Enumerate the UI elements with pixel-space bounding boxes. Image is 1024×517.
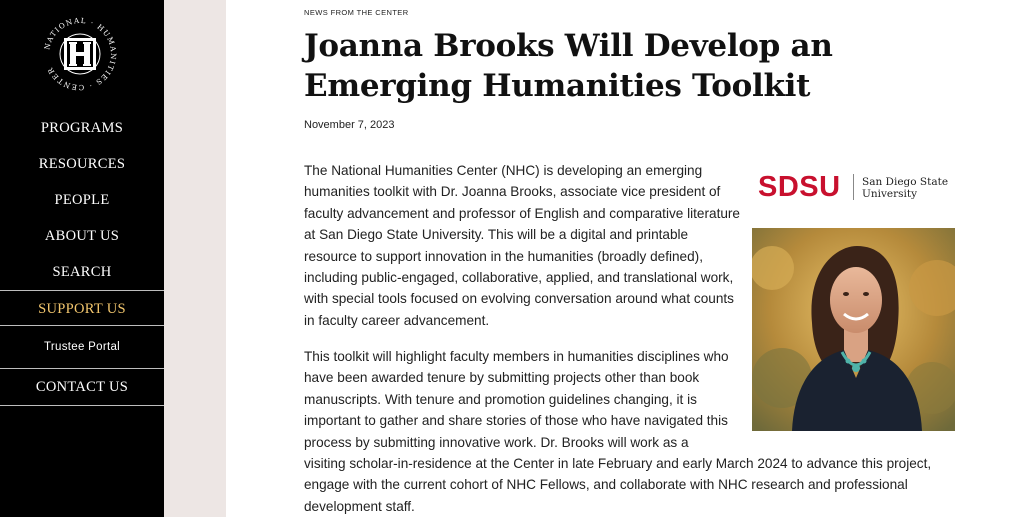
nav-support-us[interactable]: SUPPORT US: [0, 290, 164, 326]
nhc-logo-icon: [40, 14, 120, 94]
nav-search[interactable]: SEARCH: [52, 264, 112, 280]
portrait-image: [752, 228, 955, 431]
sidebar: [0, 0, 164, 517]
article-paragraph-2-end: visiting scholar-in-residence at the Center in late February and early March 2024 to advance this project, engage with the current cohort of NHC Fellows, and collaborate with NHC research and professional development staff.: [304, 456, 932, 514]
nav-people[interactable]: PEOPLE: [54, 192, 110, 208]
portrait-photo: [752, 228, 955, 431]
sdsu-divider: [853, 174, 854, 200]
article: [226, 0, 1024, 517]
article-date: November 7, 2023: [304, 119, 395, 131]
nhc-logo[interactable]: [40, 14, 120, 94]
sdsu-logo: [758, 170, 958, 206]
article-kicker: NEWS FROM THE CENTER: [304, 8, 409, 17]
nav-trustee-portal[interactable]: Trustee Portal: [0, 326, 164, 369]
sdsu-name-line2: University: [862, 188, 918, 200]
sdsu-name-line1: San Diego State: [862, 176, 949, 188]
nav-contact-us[interactable]: CONTACT US: [0, 369, 164, 406]
nav-programs[interactable]: PROGRAMS: [40, 120, 124, 136]
article-paragraph-2-start: This toolkit will highlight faculty members in humanities disciplines who have been awarded tenure by submitting projects other than book manuscripts. With tenure and promotion guidelines changing, it is important to gather and share stories of those who have navigated this process by submitting innovative work. Dr. Brooks will work as a: [304, 349, 729, 450]
svg-text:H: H: [79, 59, 81, 60]
logo-ring-text: NATIONAL · HUMANITIES · CENTER: [42, 15, 119, 93]
page-title: Joanna Brooks Will Develop an Emerging Humanities Toolkit: [304, 28, 833, 104]
article-paragraph-1: The National Humanities Center (NHC) is developing an emerging humanities toolkit with Dr. Joanna Brooks, associate vice president of faculty advancement and professor of English and comparative literature at San Diego State University. This will be a digital and printable resource to support innovation in the humanities (broadly defined), including public-engaged, collaborative, applied, and translational work, with special tools focused on evolving conversation around what counts in faculty career advancement.: [304, 163, 740, 328]
sdsu-mark: SDSU: [758, 171, 841, 203]
sdsu-name: [862, 176, 962, 200]
nav-about-us[interactable]: ABOUT US: [44, 228, 120, 244]
nav-resources[interactable]: RESOURCES: [38, 156, 126, 172]
main-nav: [0, 110, 164, 406]
page-gutter: [164, 0, 226, 517]
